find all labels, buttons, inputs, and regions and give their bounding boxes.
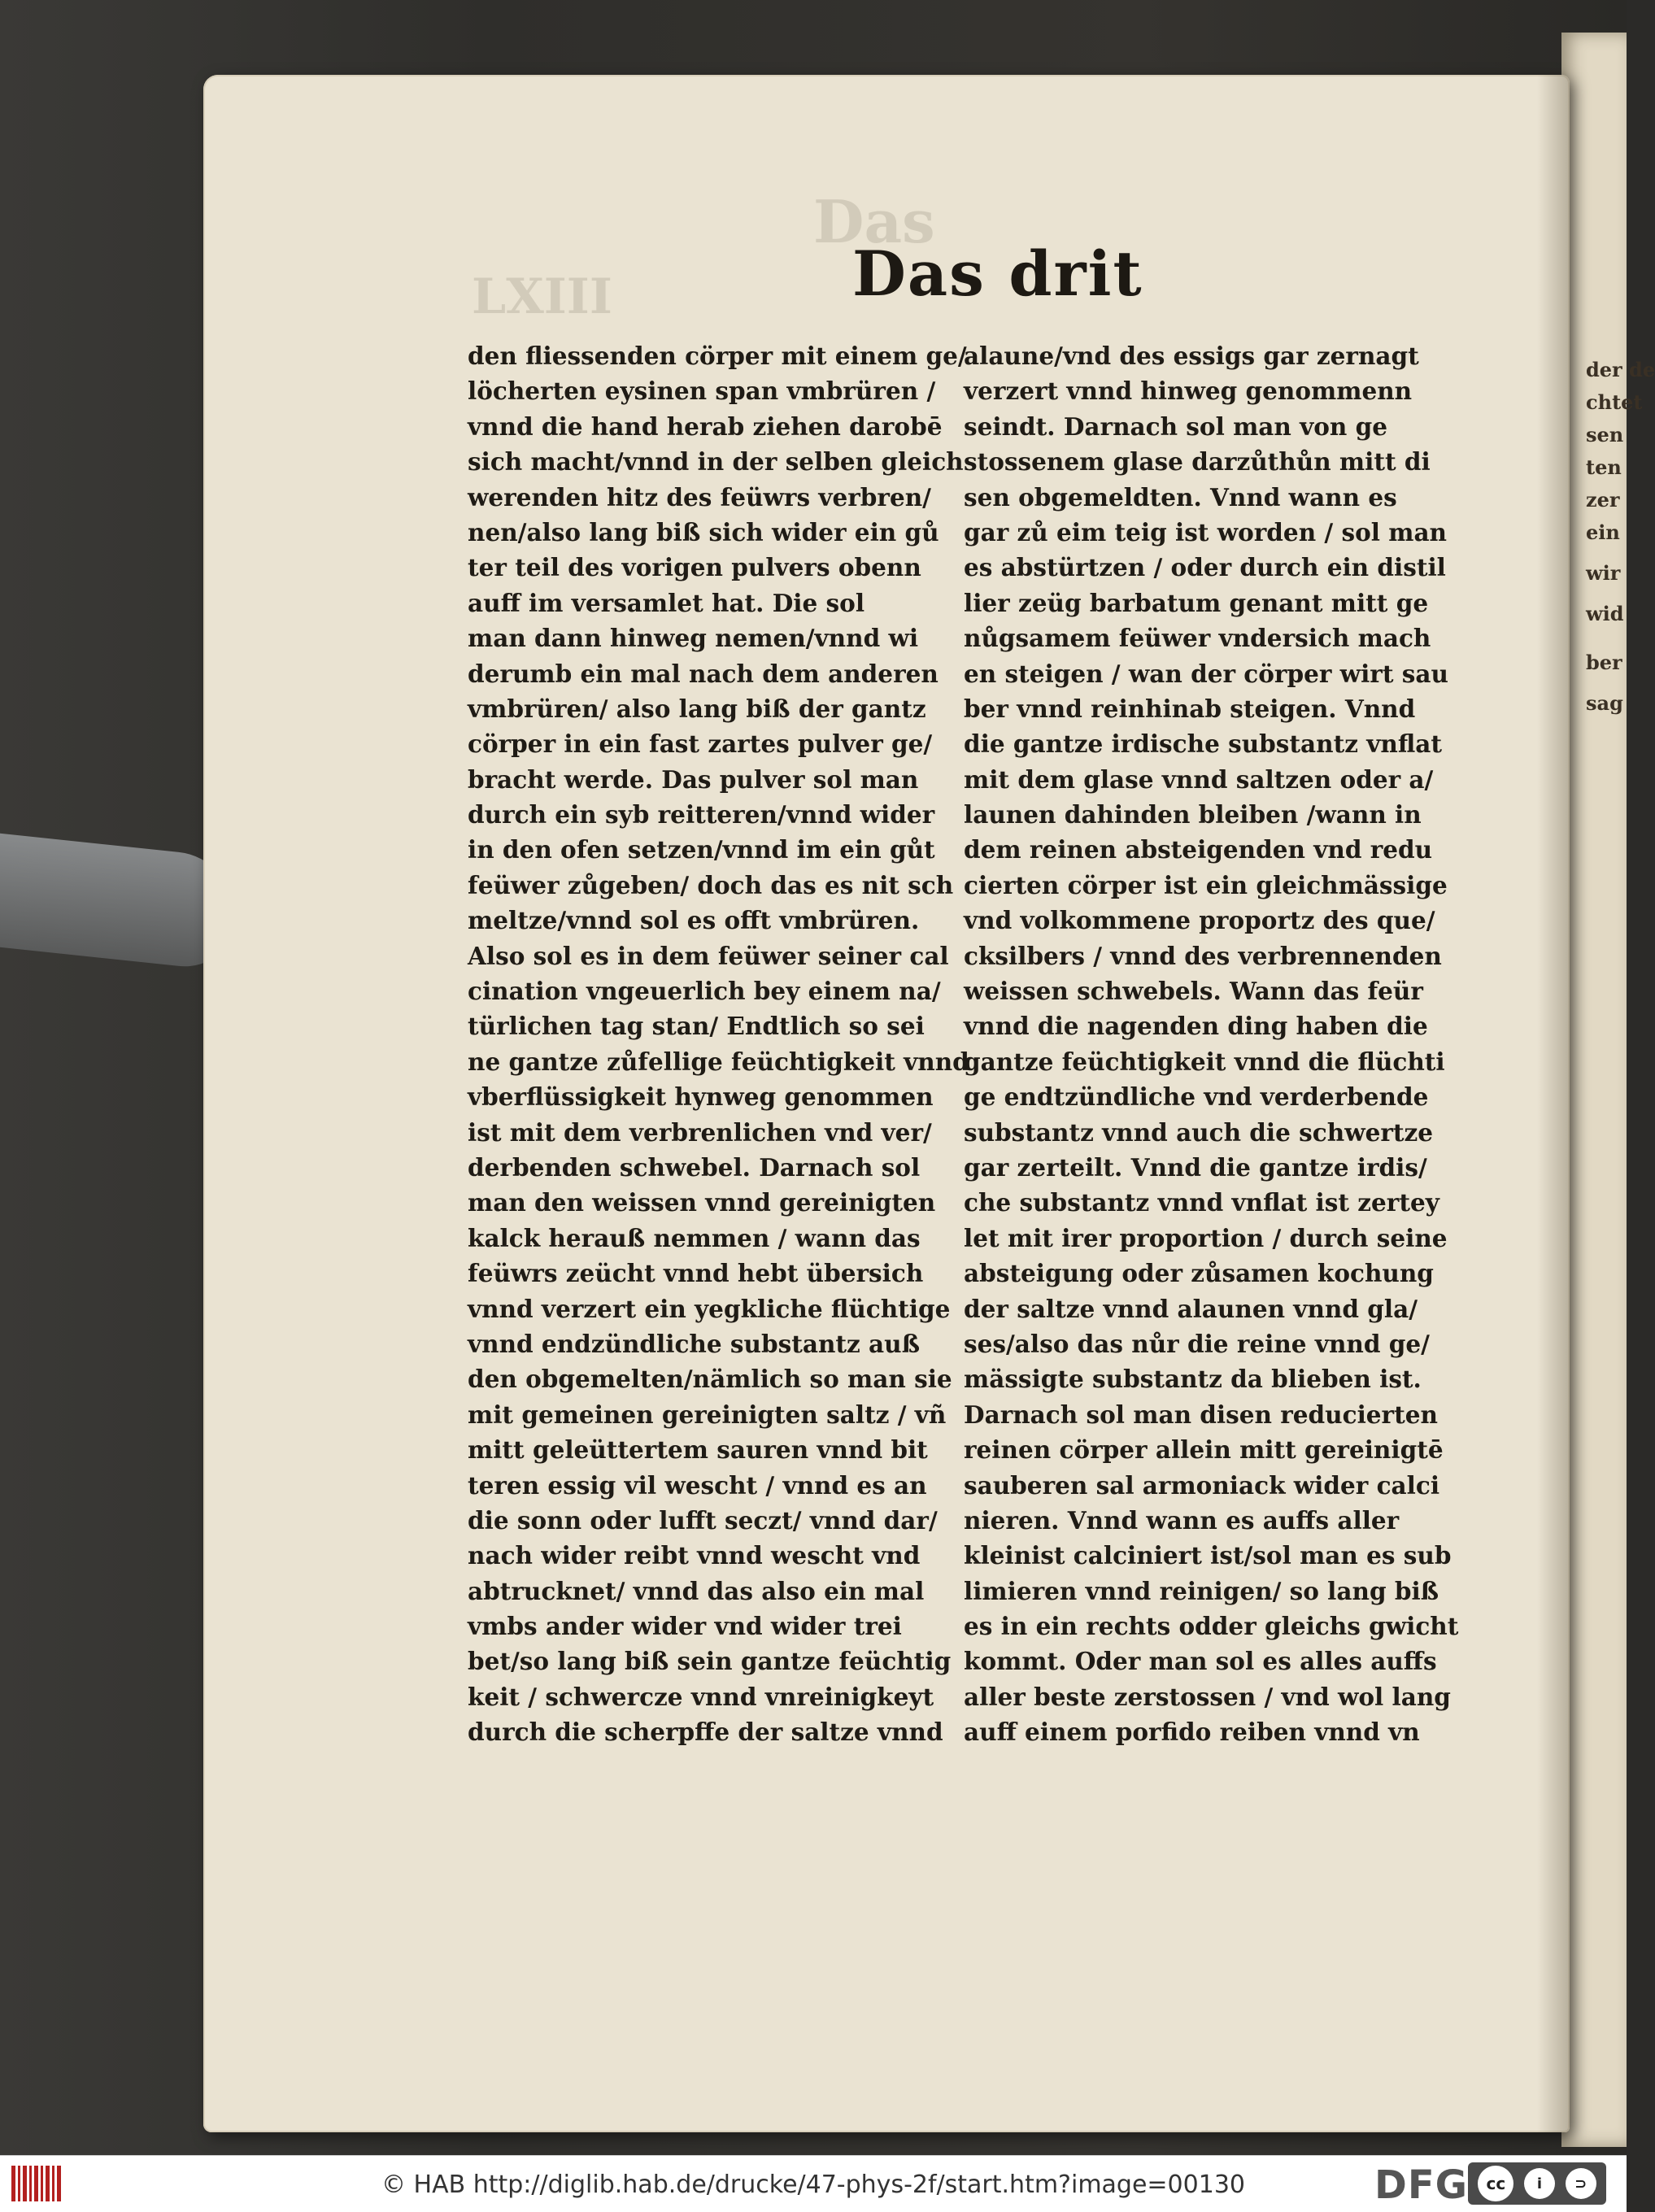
cc-license-badge[interactable] — [1468, 2162, 1606, 2205]
text-line: dem reinen absteigenden vnd redu — [964, 835, 1433, 864]
text-line: ses/also das nůr die reine vnnd ge/ — [964, 1329, 1430, 1358]
text-line: verzert vnnd hinweg genommenn — [964, 377, 1413, 406]
text-line: vberflüssigkeit hynweg genommen — [468, 1082, 934, 1112]
text-line: ne gantze zůfellige feüchtigkeit vnnd — [468, 1047, 969, 1076]
text-line: vnnd verzert ein yegkliche flüchtige — [468, 1294, 951, 1323]
text-line: bet/so lang biß sein gantze feüchtig — [468, 1647, 952, 1676]
text-line: launen dahinden bleiben /wann in — [964, 800, 1422, 830]
by-icon: i — [1524, 2168, 1555, 2199]
text-line: bracht werde. Das pulver sol man — [468, 764, 919, 794]
text-line: derumb ein mal nach dem anderen — [468, 659, 939, 688]
text-line: gar zů eim teig ist worden / sol man — [964, 517, 1448, 546]
running-head: Das drit — [852, 237, 1143, 310]
text-line: cksilbers / vnnd des verbrennenden — [964, 941, 1442, 970]
dfg-logo: DFG — [1374, 2162, 1469, 2208]
text-line: werenden hitz des feüwrs verbren/ — [468, 482, 931, 512]
text-line: abtrucknet/ vnnd das also ein mal — [468, 1576, 925, 1605]
text-line: kalck herauß nemmen / wann das — [468, 1223, 921, 1252]
text-line: reinen cörper allein mitt gereinigtē — [964, 1435, 1444, 1465]
text-line: en steigen / wan der cörper wirt sau — [964, 659, 1448, 688]
text-line: sich macht/vnnd in der selben gleich — [468, 447, 964, 477]
text-line: man den weissen vnnd gereinigten — [468, 1188, 936, 1217]
text-line: durch ein syb reitteren/vnnd wider — [468, 800, 935, 830]
text-line: ter teil des vorigen pulvers obenn — [468, 553, 921, 582]
text-line: cination vngeuerlich bey einem na/ — [468, 977, 941, 1006]
text-line: derbenden schwebel. Darnach sol — [468, 1152, 921, 1182]
text-line: löcherten eysinen span vmbrüren / — [468, 377, 936, 406]
text-line: vnd volkommene proportz des que/ — [964, 906, 1435, 935]
text-line: mitt geleüttertem sauren vnnd bit — [468, 1435, 928, 1465]
text-line: in den ofen setzen/vnnd im ein gůt — [468, 835, 935, 864]
text-line: vmbrüren/ also lang biß der gantz — [468, 694, 926, 723]
text-line: aller beste zerstossen / vnd wol lang — [964, 1682, 1451, 1711]
left-text-column — [468, 338, 969, 1750]
text-line: mit gemeinen gereinigten saltz / vñ — [468, 1400, 947, 1429]
text-line: vnnd die hand herab ziehen darobē — [468, 411, 943, 441]
text-line: mässigte substantz da blieben ist. — [964, 1365, 1422, 1394]
bleed-through-folio: LXIII — [472, 268, 612, 325]
text-line: sen obgemeldten. Vnnd wann es — [964, 482, 1397, 512]
text-line: vmbs ander wider vnd wider trei — [468, 1612, 902, 1641]
text-line: der saltze vnnd alaunen vnnd gla/ — [964, 1294, 1418, 1323]
text-line: feüwrs zeücht vnnd hebt übersich — [468, 1259, 924, 1288]
text-line: Darnach sol man disen reducierten — [964, 1400, 1438, 1429]
text-line: es abstürtzen / oder durch ein distil — [964, 553, 1446, 582]
text-line: che substantz vnnd vnflat ist zertey — [964, 1188, 1439, 1217]
cc-icon: cc — [1478, 2166, 1513, 2201]
text-line: gantze feüchtigkeit vnnd die flüchti — [964, 1047, 1445, 1076]
text-line: stossenem glase darzůthůn mitt di — [964, 447, 1431, 477]
text-line: auff einem porfido reiben vnnd vn — [964, 1718, 1420, 1747]
text-line: feüwer zůgeben/ doch das es nit sch — [468, 870, 954, 899]
sa-icon: ⊃ — [1566, 2168, 1596, 2199]
text-line: Also sol es in dem feüwer seiner cal — [468, 941, 949, 970]
text-line: türlichen tag stan/ Endtlich so sei — [468, 1012, 925, 1041]
text-line: ist mit dem verbrenlichen vnd ver/ — [468, 1117, 932, 1147]
text-line: limieren vnnd reinigen/ so lang biß — [964, 1576, 1439, 1605]
footer-bar — [0, 2155, 1627, 2212]
text-line: kleinist calciniert ist/sol man es sub — [964, 1541, 1452, 1570]
text-line: gar zerteilt. Vnnd die gantze irdis/ — [964, 1152, 1427, 1182]
text-line: vnnd endzündliche substantz auß — [468, 1329, 921, 1358]
text-line: let mit irer proportion / durch seine — [964, 1223, 1448, 1252]
right-text-column — [964, 338, 1459, 1750]
text-line: mit dem glase vnnd saltzen oder a/ — [964, 764, 1434, 794]
text-line: nen/also lang biß sich wider ein gů — [468, 517, 939, 546]
text-line: cierten cörper ist ein gleichmässige — [964, 870, 1448, 899]
text-line: man dann hinweg nemen/vnnd wi — [468, 624, 919, 653]
bleed-through-heading: Das — [813, 187, 935, 256]
text-line: ge endtzündliche vnd verderbende — [964, 1082, 1429, 1112]
text-line: seindt. Darnach sol man von ge — [964, 411, 1388, 441]
text-line: meltze/vnnd sol es offt vmbrüren. — [468, 906, 920, 935]
text-line: cörper in ein fast zartes pulver ge/ — [468, 729, 933, 759]
text-line: durch die scherpffe der saltze vnnd — [468, 1718, 943, 1747]
text-line: den obgemelten/nämlich so man sie — [468, 1365, 952, 1394]
text-line: substantz vnnd auch die schwertze — [964, 1117, 1434, 1147]
text-line: lier zeüg barbatum genant mitt ge — [964, 588, 1429, 617]
text-line: auff im versamlet hat. Die sol — [468, 588, 865, 617]
text-line: vnnd die nagenden ding haben die — [964, 1012, 1428, 1041]
text-line: nieren. Vnnd wann es auffs aller — [964, 1505, 1400, 1535]
text-line: absteigung oder zůsamen kochung — [964, 1259, 1434, 1288]
text-line: kommt. Oder man sol es alles auffs — [964, 1647, 1437, 1676]
text-line: weissen schwebels. Wann das feür — [964, 977, 1423, 1006]
text-line: es in ein rechts odder gleichs gwicht — [964, 1612, 1459, 1641]
text-line: keit / schwercze vnnd vnreinigkeyt — [468, 1682, 934, 1711]
text-line: nach wider reibt vnnd wescht vnd — [468, 1541, 921, 1570]
text-line: die gantze irdische substantz vnflat — [964, 729, 1443, 759]
facing-page-edge: der de chtet sen ten zer ein wir wid ber sag — [1561, 33, 1627, 2147]
text-line: teren essig vil wescht / vnnd es an — [468, 1470, 927, 1500]
text-line: alaune/vnd des essigs gar zernagt — [964, 342, 1419, 370]
footer-credit-link[interactable]: © HAB http://diglib.hab.de/drucke/47-phys-2f/start.htm?image=00130 — [381, 2171, 1245, 2199]
text-line: sauberen sal armoniack wider calci — [964, 1470, 1440, 1500]
text-line: den fliessenden cörper mit einem ge/ — [468, 342, 967, 370]
text-line: die sonn oder lufft seczt/ vnnd dar/ — [468, 1505, 938, 1535]
text-line: ber vnnd reinhinab steigen. Vnnd — [964, 694, 1416, 723]
text-line: nůgsamem feüwer vndersich mach — [964, 624, 1431, 653]
